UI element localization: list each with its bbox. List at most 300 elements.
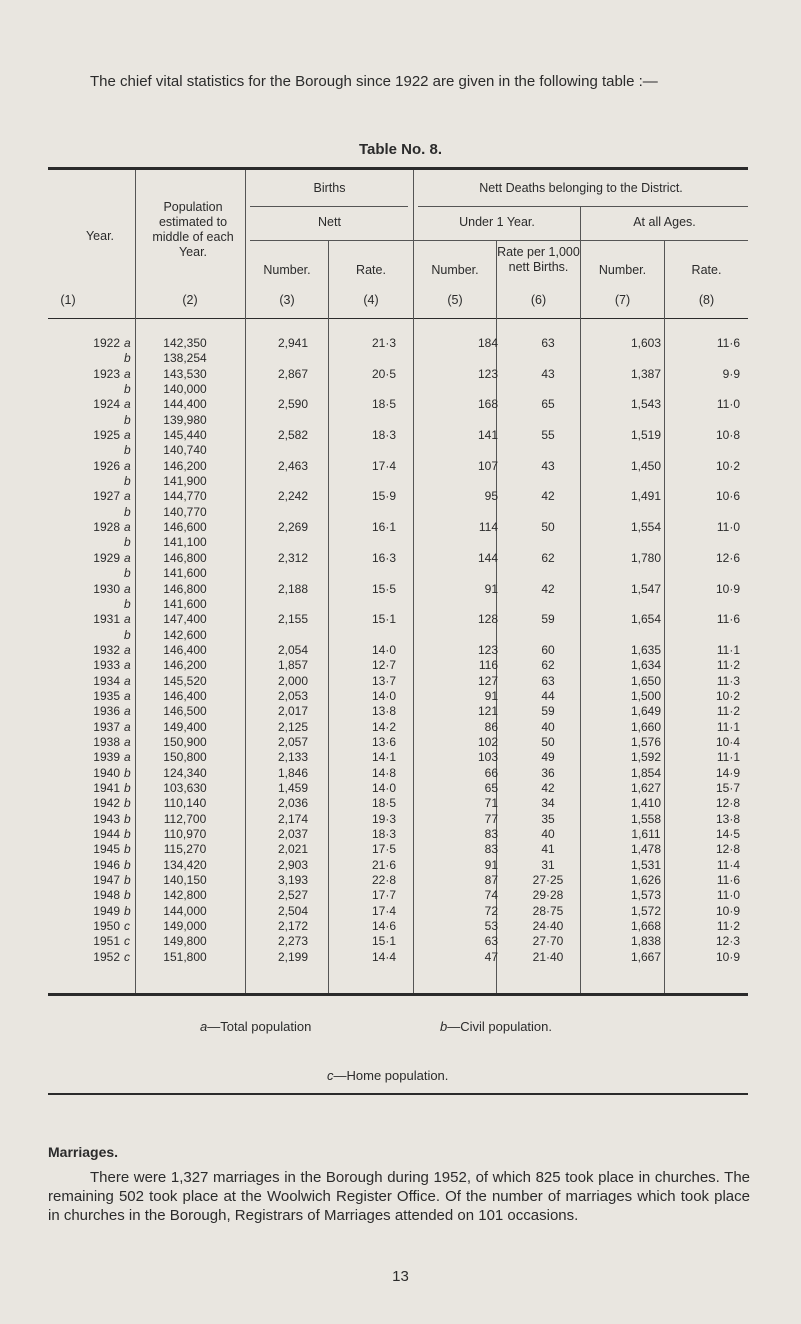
row-suffix: b xyxy=(124,857,131,872)
row-births-rate: 21·6 xyxy=(371,857,396,872)
table-row xyxy=(48,428,748,443)
header-infant-rate: Rate per 1,000 nett Births. xyxy=(497,245,580,274)
row-year: 1934 xyxy=(93,673,120,688)
row-suffix: b xyxy=(124,566,131,581)
row-births-number: 2,582 xyxy=(277,428,309,443)
table-row xyxy=(48,336,748,351)
row-births-rate: 17·4 xyxy=(371,903,396,918)
row-infant-deaths: 107 xyxy=(477,458,498,473)
row-births-number: 1,857 xyxy=(277,658,309,673)
table-row xyxy=(48,674,748,689)
row-suffix: b xyxy=(124,873,131,888)
row-population: 110,140 xyxy=(163,796,207,811)
row-births-number: 2,269 xyxy=(277,520,309,535)
row-infant-rate: 42 xyxy=(541,581,555,596)
row-population: 124,340 xyxy=(163,765,207,780)
row-infant-deaths: 66 xyxy=(484,765,498,780)
row-death-rate: 12·6 xyxy=(715,550,740,565)
row-suffix: a xyxy=(124,489,131,504)
row-suffix: b xyxy=(124,842,131,857)
row-births-number: 2,903 xyxy=(277,857,309,872)
table-row xyxy=(48,812,748,827)
table-row xyxy=(48,535,748,550)
row-infant-deaths: 53 xyxy=(484,919,498,934)
row-births-number: 2,174 xyxy=(277,811,309,826)
header-deaths-group: Nett Deaths belonging to the District. xyxy=(479,181,683,195)
legend-b-text: —Civil population. xyxy=(447,1019,553,1034)
col-index-3: (3) xyxy=(279,293,295,307)
row-births-number: 2,463 xyxy=(277,458,309,473)
row-suffix: b xyxy=(124,596,131,611)
row-death-rate: 12·8 xyxy=(715,796,740,811)
legend-total xyxy=(200,1019,311,1034)
row-births-number: 2,172 xyxy=(277,919,309,934)
row-population: 146,800 xyxy=(163,550,207,565)
col-index-2: (2) xyxy=(182,293,198,307)
row-infant-deaths: 141 xyxy=(477,428,498,443)
table-row xyxy=(48,597,748,612)
row-year: 1942 xyxy=(93,796,120,811)
row-infant-rate: 49 xyxy=(541,750,555,765)
row-deaths: 1,854 xyxy=(630,765,662,780)
row-population: 142,800 xyxy=(163,888,207,903)
row-population: 149,400 xyxy=(163,719,207,734)
row-year: 1941 xyxy=(93,780,120,795)
row-death-rate: 11·0 xyxy=(716,888,740,903)
row-deaths: 1,634 xyxy=(630,658,662,673)
row-infant-deaths: 128 xyxy=(477,612,498,627)
row-suffix: b xyxy=(124,888,131,903)
legend-bottom-rule xyxy=(48,1093,748,1095)
row-infant-deaths: 87 xyxy=(484,873,498,888)
row-deaths: 1,603 xyxy=(630,336,662,350)
row-births-rate: 14·1 xyxy=(371,750,396,765)
row-year: 1925 xyxy=(93,428,120,443)
row-deaths: 1,780 xyxy=(630,550,662,565)
row-death-rate: 11·6 xyxy=(716,612,740,627)
row-population: 146,400 xyxy=(163,688,207,703)
row-deaths: 1,838 xyxy=(630,934,662,949)
row-deaths: 1,667 xyxy=(630,949,662,964)
row-year: 1946 xyxy=(93,857,120,872)
row-births-rate: 14·6 xyxy=(371,919,396,934)
page-number: 13 xyxy=(392,1268,409,1285)
row-infant-rate: 43 xyxy=(541,458,555,473)
header-under-1-year: Under 1 Year. xyxy=(459,215,535,229)
row-deaths: 1,547 xyxy=(630,581,662,596)
row-year: 1940 xyxy=(93,765,120,780)
table-row xyxy=(48,459,748,474)
row-death-rate: 10·6 xyxy=(715,489,740,504)
row-population: 110,970 xyxy=(163,827,207,841)
row-births-rate: 15·1 xyxy=(371,612,396,627)
intro-text xyxy=(90,72,750,91)
row-births-number: 1,846 xyxy=(277,765,309,780)
legend-b-key: b xyxy=(440,1019,448,1034)
row-year: 1945 xyxy=(93,842,120,857)
table-row xyxy=(48,643,748,658)
header-births: Births xyxy=(313,181,346,195)
row-population: 140,770 xyxy=(163,504,207,519)
legend-home xyxy=(327,1068,448,1083)
row-year: 1932 xyxy=(93,642,120,657)
row-infant-deaths: 121 xyxy=(477,704,498,719)
row-death-rate: 10·9 xyxy=(715,903,740,918)
row-infant-deaths: 83 xyxy=(484,827,498,841)
row-deaths: 1,554 xyxy=(630,520,662,535)
row-population: 146,500 xyxy=(163,704,207,719)
row-births-number: 2,242 xyxy=(277,489,309,504)
row-births-rate: 18·5 xyxy=(371,796,396,811)
header-infant-number: Number. xyxy=(431,263,479,277)
table-top-rule xyxy=(48,167,748,170)
row-infant-rate: 50 xyxy=(541,734,555,749)
row-deaths: 1,650 xyxy=(630,673,662,688)
row-infant-deaths: 71 xyxy=(484,796,498,811)
row-births-rate: 18·3 xyxy=(371,428,396,443)
row-births-number: 2,036 xyxy=(277,796,309,811)
row-infant-rate: 62 xyxy=(541,550,555,565)
row-births-number: 2,188 xyxy=(277,581,309,596)
row-deaths: 1,626 xyxy=(630,873,662,888)
row-population: 141,100 xyxy=(163,535,207,550)
row-suffix: b xyxy=(124,627,131,642)
table-row xyxy=(48,505,748,520)
table-row xyxy=(48,934,748,949)
row-suffix: b xyxy=(124,351,131,366)
row-births-number: 2,054 xyxy=(277,642,309,657)
row-population: 143,530 xyxy=(163,366,207,381)
table-row xyxy=(48,382,748,397)
row-births-rate: 21·3 xyxy=(371,336,396,350)
row-infant-rate: 40 xyxy=(541,719,555,734)
row-infant-rate: 63 xyxy=(541,336,555,350)
row-infant-rate: 35 xyxy=(541,811,555,826)
row-suffix: a xyxy=(124,704,131,719)
row-births-number: 1,459 xyxy=(277,780,309,795)
row-population: 151,800 xyxy=(163,949,207,964)
row-infant-rate: 63 xyxy=(541,673,555,688)
row-deaths: 1,410 xyxy=(630,796,662,811)
row-death-rate: 10·9 xyxy=(715,581,740,596)
row-infant-rate: 62 xyxy=(541,658,555,673)
row-infant-deaths: 63 xyxy=(484,934,498,949)
row-deaths: 1,611 xyxy=(631,827,661,841)
deaths-divider xyxy=(418,206,748,207)
table-row xyxy=(48,720,748,735)
row-year: 1944 xyxy=(93,827,120,841)
table-row xyxy=(48,612,748,627)
row-population: 150,900 xyxy=(163,734,207,749)
table-row xyxy=(48,582,748,597)
row-death-rate: 14·9 xyxy=(715,765,740,780)
row-deaths: 1,660 xyxy=(630,719,662,734)
row-year: 1928 xyxy=(93,520,120,535)
row-infant-rate: 40 xyxy=(541,827,555,841)
row-infant-deaths: 72 xyxy=(484,903,498,918)
row-death-rate: 11·2 xyxy=(716,658,740,673)
row-infant-rate: 41 xyxy=(541,842,555,857)
table-bottom-rule xyxy=(48,993,748,996)
row-births-rate: 16·1 xyxy=(371,520,396,535)
row-infant-rate: 28·75 xyxy=(532,903,564,918)
row-births-rate: 14·0 xyxy=(371,688,396,703)
row-population: 134,420 xyxy=(163,857,207,872)
row-births-rate: 15·9 xyxy=(371,489,396,504)
row-births-number: 2,133 xyxy=(277,750,309,765)
row-infant-rate: 50 xyxy=(541,520,555,535)
row-births-rate: 20·5 xyxy=(371,366,396,381)
row-year: 1937 xyxy=(93,719,120,734)
row-population: 141,600 xyxy=(163,596,207,611)
col-index-7: (7) xyxy=(614,293,631,307)
row-population: 149,000 xyxy=(163,919,207,934)
table-row xyxy=(48,689,748,704)
row-births-number: 2,590 xyxy=(277,397,309,412)
row-death-rate: 11·2 xyxy=(716,704,740,719)
row-year: 1943 xyxy=(93,811,120,826)
row-year: 1927 xyxy=(93,489,120,504)
row-suffix: a xyxy=(124,719,131,734)
row-deaths: 1,573 xyxy=(630,888,662,903)
row-death-rate: 12·8 xyxy=(715,842,740,857)
row-infant-deaths: 91 xyxy=(484,688,498,703)
row-infant-rate: 42 xyxy=(541,489,555,504)
row-death-rate: 10·8 xyxy=(715,428,740,443)
row-population: 147,400 xyxy=(163,612,207,627)
row-infant-deaths: 95 xyxy=(484,489,498,504)
row-deaths: 1,531 xyxy=(630,857,662,872)
row-death-rate: 10·2 xyxy=(715,688,740,703)
row-deaths: 1,592 xyxy=(630,750,662,765)
header-deaths-number: Number. xyxy=(598,263,647,277)
row-births-rate: 17·5 xyxy=(371,842,396,857)
table-row xyxy=(48,413,748,428)
row-deaths: 1,491 xyxy=(630,489,662,504)
row-births-number: 2,155 xyxy=(277,612,309,627)
col-index-5: (5) xyxy=(447,293,463,307)
row-year: 1924 xyxy=(93,397,120,412)
row-infant-deaths: 144 xyxy=(477,550,498,565)
row-death-rate: 12·3 xyxy=(715,934,740,949)
row-infant-rate: 60 xyxy=(541,642,555,657)
row-year: 1952 xyxy=(93,949,120,964)
row-infant-rate: 21·40 xyxy=(532,949,564,964)
header-deaths-rate: Rate. xyxy=(691,263,722,277)
row-death-rate: 11·1 xyxy=(716,719,740,734)
row-population: 142,600 xyxy=(163,627,207,642)
table-row xyxy=(48,628,748,643)
table-row xyxy=(48,950,748,965)
header-births-number: Number. xyxy=(263,263,311,277)
row-infant-rate: 24·40 xyxy=(532,919,564,934)
legend-a-key: a xyxy=(200,1019,208,1034)
table-row xyxy=(48,781,748,796)
marriages-paragraph: There were 1,327 marriages in the Borough during 1952, of which 825 took place in churches. The remaining 502 took place at the Woolwich Register Office. Of the number of marriages which took place in churches in the Borough, Registrars of Marriages attended on 101 occasions. xyxy=(48,1169,750,1224)
row-infant-deaths: 116 xyxy=(478,658,498,673)
row-deaths: 1,500 xyxy=(630,688,662,703)
row-death-rate: 11·2 xyxy=(716,919,740,934)
table-row xyxy=(48,474,748,489)
row-infant-rate: 27·25 xyxy=(532,873,564,888)
row-year: 1950 xyxy=(93,919,120,934)
row-population: 144,770 xyxy=(163,489,207,504)
row-suffix: b xyxy=(124,780,131,795)
row-suffix: a xyxy=(124,612,131,627)
row-suffix: b xyxy=(124,811,131,826)
header-population: Population estimated to middle of each Year. xyxy=(152,200,234,259)
row-suffix: c xyxy=(124,949,130,964)
row-infant-deaths: 91 xyxy=(484,581,498,596)
row-deaths: 1,478 xyxy=(630,842,662,857)
row-year: 1951 xyxy=(93,934,120,949)
row-year: 1929 xyxy=(93,550,120,565)
table-row xyxy=(48,367,748,382)
row-suffix: b xyxy=(124,382,131,397)
row-suffix: a xyxy=(124,520,131,535)
row-infant-rate: 31 xyxy=(541,857,555,872)
row-births-number: 2,273 xyxy=(277,934,309,949)
row-year: 1947 xyxy=(93,873,120,888)
row-infant-deaths: 123 xyxy=(477,642,498,657)
table-row xyxy=(48,858,748,873)
row-death-rate: 15·7 xyxy=(715,780,740,795)
row-population: 144,400 xyxy=(163,397,207,412)
table-row xyxy=(48,888,748,903)
row-births-rate: 13·6 xyxy=(371,734,396,749)
table-row xyxy=(48,904,748,919)
table-row xyxy=(48,750,748,765)
row-year: 1933 xyxy=(93,658,120,673)
row-population: 138,254 xyxy=(163,351,207,366)
row-suffix: c xyxy=(124,919,130,934)
row-suffix: a xyxy=(124,658,131,673)
row-births-number: 2,199 xyxy=(277,949,309,964)
header-year: Year. xyxy=(85,229,115,243)
row-death-rate: 10·4 xyxy=(715,734,740,749)
row-suffix: b xyxy=(124,796,131,811)
row-population: 146,200 xyxy=(163,458,207,473)
row-population: 144,000 xyxy=(163,903,207,918)
row-population: 115,270 xyxy=(163,842,207,857)
row-deaths: 1,627 xyxy=(630,780,662,795)
row-population: 146,400 xyxy=(163,642,207,657)
intro-paragraph: The chief vital statistics for the Borough since 1922 are given in the following table :— xyxy=(90,73,658,90)
row-year: 1949 xyxy=(93,903,120,918)
row-suffix: a xyxy=(124,458,131,473)
row-births-rate: 17·4 xyxy=(371,458,396,473)
header-nett: Nett xyxy=(318,215,341,229)
row-suffix: a xyxy=(124,673,131,688)
row-death-rate: 11·3 xyxy=(716,673,740,688)
row-year: 1935 xyxy=(93,688,120,703)
row-infant-rate: 29·28 xyxy=(532,888,564,903)
row-population: 146,200 xyxy=(163,658,207,673)
row-suffix: b xyxy=(124,412,131,427)
row-infant-deaths: 86 xyxy=(484,719,498,734)
legend-civil xyxy=(440,1019,552,1034)
row-population: 145,440 xyxy=(163,428,207,443)
row-suffix: a xyxy=(124,581,131,596)
row-suffix: b xyxy=(124,827,131,841)
row-suffix: a xyxy=(124,336,131,350)
row-births-number: 3,193 xyxy=(277,873,309,888)
row-death-rate: 10·9 xyxy=(715,949,740,964)
row-infant-rate: 59 xyxy=(541,704,555,719)
row-year: 1939 xyxy=(93,750,120,765)
row-suffix: a xyxy=(124,366,131,381)
row-deaths: 1,649 xyxy=(630,704,662,719)
row-infant-deaths: 103 xyxy=(477,750,498,765)
row-infant-deaths: 123 xyxy=(477,366,498,381)
row-death-rate: 11·1 xyxy=(716,750,740,765)
row-population: 140,150 xyxy=(163,873,207,888)
row-population: 146,600 xyxy=(163,520,207,535)
row-suffix: b xyxy=(124,903,131,918)
row-births-rate: 15·5 xyxy=(371,581,396,596)
row-births-number: 2,037 xyxy=(277,827,309,841)
row-births-rate: 13·8 xyxy=(371,704,396,719)
row-births-number: 2,527 xyxy=(277,888,309,903)
row-suffix: a xyxy=(124,688,131,703)
row-suffix: c xyxy=(124,934,130,949)
row-year: 1922 xyxy=(93,336,120,350)
row-suffix: a xyxy=(124,428,131,443)
row-births-rate: 15·1 xyxy=(371,934,396,949)
row-population: 112,700 xyxy=(163,811,207,826)
row-births-rate: 14·0 xyxy=(371,780,396,795)
row-births-rate: 16·3 xyxy=(371,550,396,565)
row-death-rate: 13·8 xyxy=(715,811,740,826)
legend-c-key: c xyxy=(327,1068,334,1083)
row-death-rate: 11·4 xyxy=(716,857,740,872)
row-births-number: 2,504 xyxy=(277,903,309,918)
table-row xyxy=(48,842,748,857)
row-births-number: 2,000 xyxy=(277,673,309,688)
row-population: 141,600 xyxy=(163,566,207,581)
row-infant-deaths: 127 xyxy=(477,673,498,688)
row-population: 145,520 xyxy=(163,673,207,688)
header-all-ages: At all Ages. xyxy=(633,215,696,229)
table-row xyxy=(48,397,748,412)
table-row xyxy=(48,566,748,581)
row-deaths: 1,635 xyxy=(630,642,662,657)
row-births-rate: 14·0 xyxy=(371,642,396,657)
row-population: 146,800 xyxy=(163,581,207,596)
row-year: 1923 xyxy=(93,366,120,381)
row-births-rate: 14·2 xyxy=(371,719,396,734)
row-suffix: a xyxy=(124,397,131,412)
row-deaths: 1,572 xyxy=(630,903,662,918)
row-births-number: 2,057 xyxy=(277,734,309,749)
row-suffix: b xyxy=(124,765,131,780)
header-bottom-rule xyxy=(48,318,748,319)
row-infant-deaths: 168 xyxy=(477,397,498,412)
row-births-rate: 13·7 xyxy=(371,673,396,688)
row-births-number: 2,867 xyxy=(277,366,309,381)
row-births-rate: 18·5 xyxy=(371,397,396,412)
row-deaths: 1,558 xyxy=(630,811,662,826)
marriages-heading: Marriages. xyxy=(48,1144,119,1160)
row-death-rate: 11·6 xyxy=(716,336,740,350)
row-suffix: a xyxy=(124,734,131,749)
row-infant-deaths: 65 xyxy=(484,780,498,795)
row-death-rate: 11·0 xyxy=(716,397,740,412)
row-infant-deaths: 83 xyxy=(484,842,498,857)
row-year: 1931 xyxy=(93,612,120,627)
table-row xyxy=(48,658,748,673)
row-year: 1926 xyxy=(93,458,120,473)
